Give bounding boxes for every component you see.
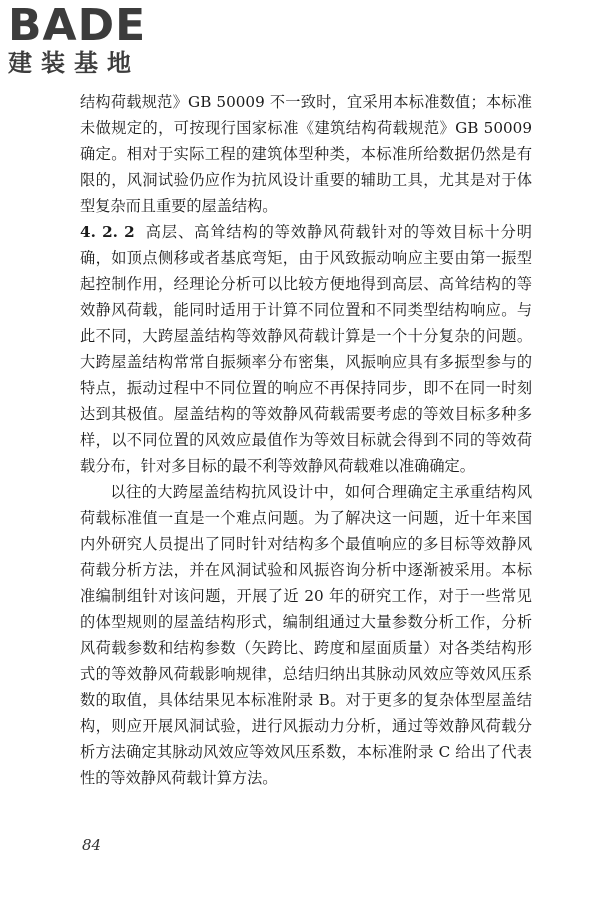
paragraph-indented: [80, 479, 532, 791]
logo-wordmark: BADE: [8, 0, 147, 51]
paragraph-text: 以往的大跨屋盖结构抗风设计中，如何合理确定主承重结构风荷载标准值一直是一个难点问题。为了解决这一问题，近十年来国内外研究人员提出了同时针对结构多个最值响应的多目标等效静风荷载分析方法，并在风洞试验和风振咨询分析中逐渐被采用。本标准编制组针对该问题，开展了近 20 年的研究工作，对于一些常见的体型规则的屋盖结构形式，编制组通过大量参数分析工作，分析风荷载参数和结构参数（矢跨比、跨度和屋面质量）对各类结构形式的等效静风荷载影响规律，总结归纳出其脉动风效应等效风压系数的取值，具体结果见本标准附录 B。对于更多的复杂体型屋盖结构，则应开展风洞试验，进行风振动力分析，通过等效静风荷载分析方法确定其脉动风效应等效风压系数，本标准附录 C 给出了代表性的等效静风荷载计算方法。: [80, 483, 532, 787]
logo-subtitle: 建装基地: [8, 49, 140, 77]
logo: [8, 0, 178, 77]
paragraph-4-2-2: [80, 219, 532, 479]
paragraph-continuation: [80, 89, 532, 219]
section-number: 4. 2. 2: [80, 223, 135, 241]
paragraph-text: 结构荷载规范》GB 50009 不一致时，宜采用本标准数值；本标准未做规定的，可按现行国家标准《建筑结构荷载规范》GB 50009 确定。相对于实际工程的建筑体型种类，本标准所给数据仍然是有限的，风洞试验仍应作为抗风设计重要的辅助工具，尤其是对于体型复杂而且重要的屋盖结构。: [80, 93, 532, 215]
body-text: [80, 89, 532, 791]
paragraph-text: 高层、高耸结构的等效静风荷载针对的等效目标十分明确，如顶点侧移或者基底弯矩，由于风致振动响应主要由第一振型起控制作用，经理论分析可以比较方便地得到高层、高耸结构的等效静风荷载，能同时适用于计算不同位置和不同类型结构响应。与此不同，大跨屋盖结构等效静风荷载计算是一个十分复杂的问题。大跨屋盖结构常常自振频率分布密集，风振响应具有多振型参与的特点，振动过程中不同位置的响应不再保持同步，即不在同一时刻达到其极值。屋盖结构的等效静风荷载需要考虑的等效目标多种多样，以不同位置的风效应最值作为等效目标就会得到不同的等效荷载分布，针对多目标的最不利等效静风荷载难以准确确定。: [80, 223, 532, 475]
page-number: 84: [82, 836, 102, 854]
